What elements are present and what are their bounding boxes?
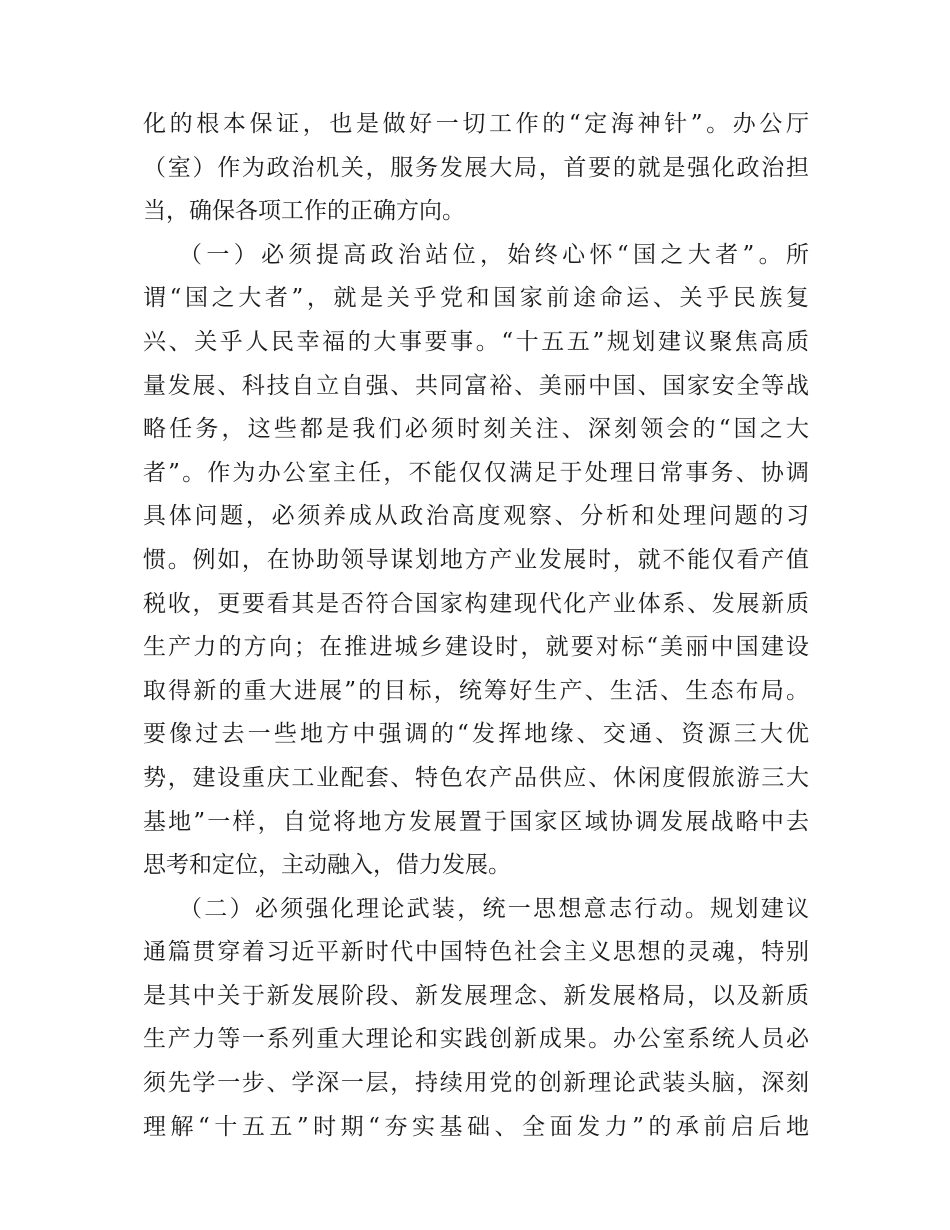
text-line: 通篇贯穿着习近平新时代中国特色社会主义思想的灵魂，特别 <box>143 939 809 966</box>
text-line: 税收，更要看其是否符合国家构建现代化产业体系、发展新质 <box>143 590 809 617</box>
text-line: 量发展、科技自立自强、共同富裕、美丽中国、国家安全等战 <box>143 372 809 399</box>
text-line: （室）作为政治机关，服务发展大局，首要的就是强化政治担 <box>143 154 809 181</box>
text-line: 势，建设重庆工业配套、特色农产品供应、休闲度假旅游三大 <box>143 764 809 791</box>
text-line: 者”。作为办公室主任，不能仅仅满足于处理日常事务、协调 <box>143 459 809 486</box>
text-line: 兴、关乎人民幸福的大事要事。“十五五”规划建议聚焦高质 <box>143 328 809 355</box>
text-line: 生产力等一系列重大理论和实践创新成果。办公室系统人员必 <box>143 1026 809 1053</box>
document-body <box>143 103 809 1149</box>
text-line: 略任务，这些都是我们必须时刻关注、深刻领会的“国之大 <box>143 416 809 443</box>
text-line: （一）必须提高政治站位，始终心怀“国之大者”。所 <box>179 241 809 268</box>
text-line: 基地”一样，自觉将地方发展置于国家区域协调发展战略中去 <box>143 808 809 835</box>
text-line: 是其中关于新发展阶段、新发展理念、新发展格局，以及新质 <box>143 982 809 1009</box>
text-line: 化的根本保证，也是做好一切工作的“定海神针”。办公厅 <box>143 111 809 137</box>
text-line: 要像过去一些地方中强调的“发挥地缘、交通、资源三大优 <box>143 721 809 748</box>
text-line: 当，确保各项工作的正确方向。 <box>143 198 465 225</box>
text-line: 生产力的方向；在推进城乡建设时，就要对标“美丽中国建设 <box>143 634 809 661</box>
text-line: 取得新的重大进展”的目标，统筹好生产、生活、生态布局。 <box>143 677 809 704</box>
text-line: 惯。例如，在协助领导谋划地方产业发展时，就不能仅看产值 <box>143 546 809 573</box>
text-line: 具体问题，必须养成从政治高度观察、分析和处理问题的习 <box>143 503 809 530</box>
text-line: （二）必须强化理论武装，统一思想意志行动。规划建议 <box>179 895 809 922</box>
text-line: 理解“十五五”时期“夯实基础、全面发力”的承前启后地 <box>143 1113 809 1140</box>
text-line: 谓“国之大者”，就是关乎党和国家前途命运、关乎民族复 <box>143 285 809 312</box>
text-line: 须先学一步、学深一层，持续用党的创新理论武装头脑，深刻 <box>143 1070 809 1097</box>
text-line: 思考和定位，主动融入，借力发展。 <box>143 852 511 879</box>
